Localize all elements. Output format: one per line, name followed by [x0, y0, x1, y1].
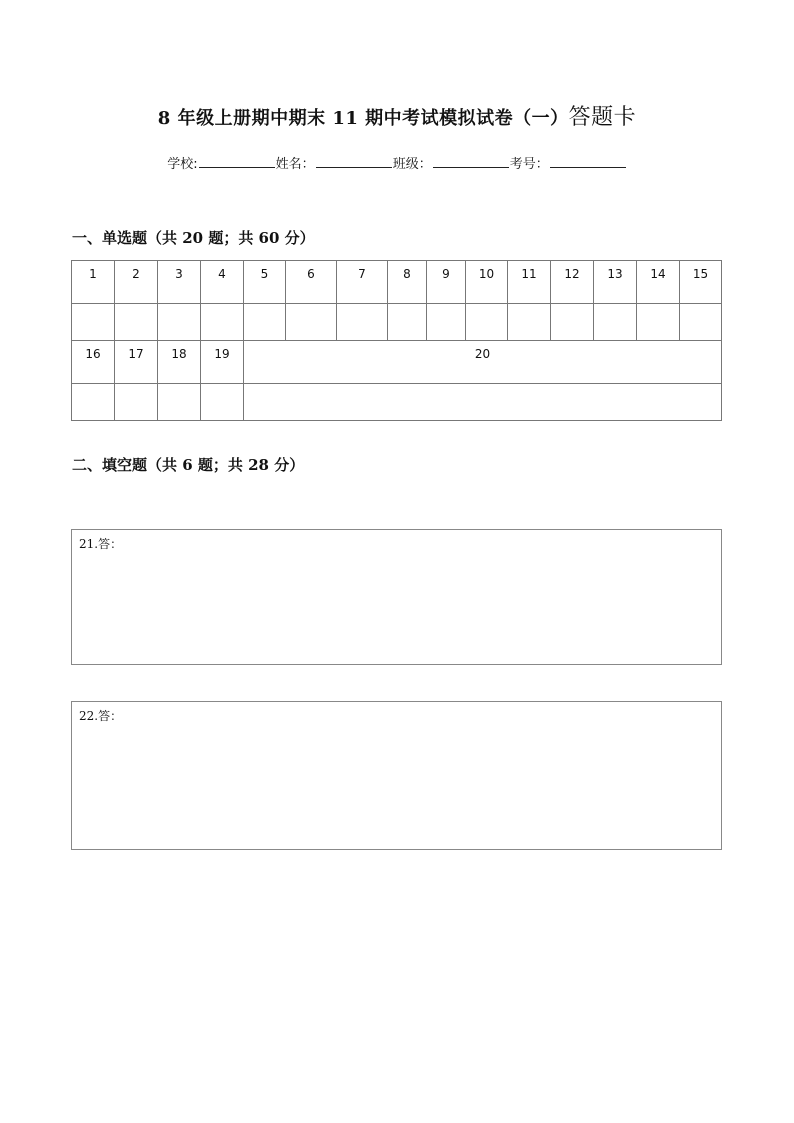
question-number: 1 — [72, 261, 115, 304]
answer-cell[interactable] — [551, 304, 594, 341]
answer-cell[interactable] — [637, 304, 680, 341]
page-title — [0, 100, 794, 131]
question-number: 15 — [680, 261, 722, 304]
name-label: 姓名： — [275, 157, 315, 172]
answer-cell[interactable] — [201, 384, 244, 421]
answer-label: 22.答： — [79, 709, 123, 723]
name-field[interactable] — [316, 155, 392, 168]
class-label: 班级： — [392, 157, 432, 172]
answer-row-2 — [72, 384, 722, 421]
school-field[interactable] — [199, 155, 275, 168]
question-number: 11 — [508, 261, 551, 304]
question-number: 6 — [286, 261, 337, 304]
question-number: 3 — [158, 261, 201, 304]
question-number: 9 — [427, 261, 466, 304]
answer-cell[interactable] — [244, 304, 286, 341]
answer-box-22[interactable] — [71, 701, 722, 850]
question-number: 17 — [115, 341, 158, 384]
answer-cell[interactable] — [115, 304, 158, 341]
answer-label: 21.答： — [79, 537, 123, 551]
answer-cell[interactable] — [594, 304, 637, 341]
question-number: 12 — [551, 261, 594, 304]
question-number: 16 — [72, 341, 115, 384]
answer-cell[interactable] — [201, 304, 244, 341]
question-number: 8 — [388, 261, 427, 304]
answer-cell[interactable] — [244, 384, 722, 421]
section-heading-single-choice: 一、单选题（共 20 题；共 60 分） — [72, 229, 315, 247]
number-row-1 — [72, 261, 722, 304]
title-tail: 答题卡 — [568, 105, 637, 130]
class-field[interactable] — [433, 155, 509, 168]
question-number: 19 — [201, 341, 244, 384]
question-number: 4 — [201, 261, 244, 304]
question-number: 10 — [466, 261, 508, 304]
id-label: 考号： — [509, 157, 549, 172]
answer-box-21[interactable] — [71, 529, 722, 665]
answer-cell[interactable] — [388, 304, 427, 341]
question-number: 18 — [158, 341, 201, 384]
student-info-line — [0, 153, 794, 172]
section-heading-fill-in: 二、填空题（共 6 题；共 28 分） — [72, 456, 305, 474]
number-row-2 — [72, 341, 722, 384]
answer-cell[interactable] — [72, 384, 115, 421]
question-number: 7 — [337, 261, 388, 304]
question-number: 13 — [594, 261, 637, 304]
answer-row-1 — [72, 304, 722, 341]
single-choice-answer-grid — [71, 260, 722, 421]
question-number: 20 — [244, 341, 722, 384]
answer-cell[interactable] — [158, 304, 201, 341]
answer-cell[interactable] — [508, 304, 551, 341]
title-main: 8 年级上册期中期末 11 期中考试模拟试卷（一） — [157, 108, 569, 129]
answer-cell[interactable] — [115, 384, 158, 421]
school-label: 学校: — [167, 157, 198, 172]
answer-cell[interactable] — [337, 304, 388, 341]
answer-cell[interactable] — [680, 304, 722, 341]
question-number: 14 — [637, 261, 680, 304]
answer-cell[interactable] — [466, 304, 508, 341]
answer-cell[interactable] — [72, 304, 115, 341]
id-field[interactable] — [550, 155, 626, 168]
answer-cell[interactable] — [158, 384, 201, 421]
answer-cell[interactable] — [427, 304, 466, 341]
question-number: 2 — [115, 261, 158, 304]
answer-cell[interactable] — [286, 304, 337, 341]
question-number: 5 — [244, 261, 286, 304]
